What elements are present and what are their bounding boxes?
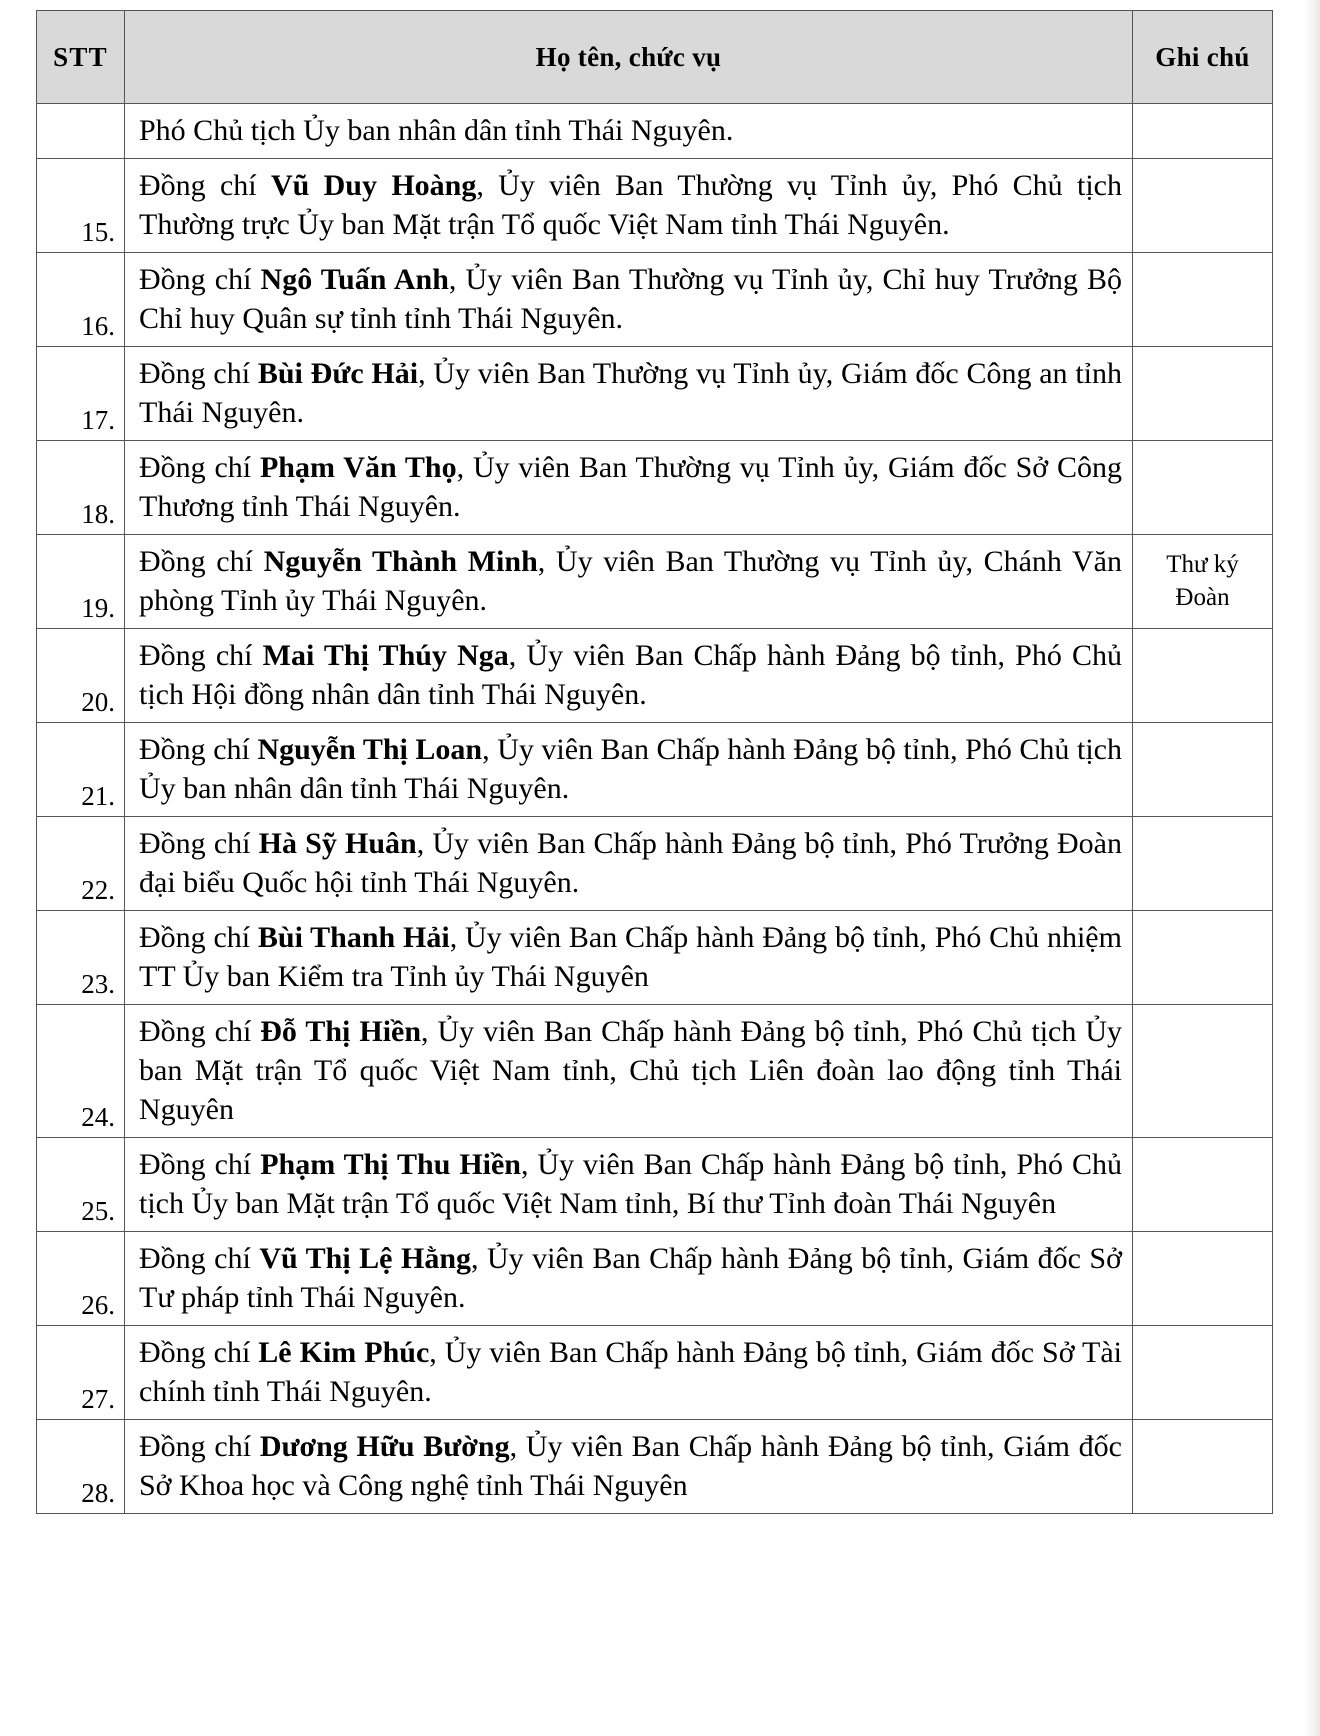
column-header-stt: STT <box>37 11 125 104</box>
table-row <box>37 347 1273 441</box>
table-row <box>37 629 1273 723</box>
row-index-cell: 16. <box>37 253 125 347</box>
person-name: Bùi Đức Hải <box>257 357 419 390</box>
row-note-cell <box>1133 1326 1273 1420</box>
person-name: Phạm Văn Thọ <box>259 451 457 484</box>
row-name-position-cell <box>125 1005 1133 1138</box>
row-note-cell <box>1133 347 1273 441</box>
column-header-note: Ghi chú <box>1133 11 1273 104</box>
row-name-position-cell <box>125 1326 1133 1420</box>
row-name-position-cell <box>125 1138 1133 1232</box>
table-row <box>37 911 1273 1005</box>
row-note-cell <box>1133 253 1273 347</box>
position-text: , Ủy viên Ban Chấp hành Đảng bộ tỉnh, Phó Chủ tịch Hội đồng nhân dân tỉnh Thái Nguyên. <box>139 639 1122 711</box>
row-name-position-cell <box>125 347 1133 441</box>
table-row <box>37 441 1273 535</box>
row-note-cell <box>1133 723 1273 817</box>
row-note-cell <box>1133 1005 1273 1138</box>
prefix-text: Đồng chí <box>139 169 271 202</box>
row-index-cell: 20. <box>37 629 125 723</box>
prefix-text: Đồng chí <box>139 1148 261 1181</box>
table-header <box>37 11 1273 104</box>
person-name: Vũ Thị Lệ Hằng <box>259 1242 472 1275</box>
person-name: Nguyễn Thành Minh <box>263 545 538 578</box>
person-name: Mai Thị Thúy Nga <box>262 639 509 672</box>
table-row <box>37 1326 1273 1420</box>
prefix-text: Đồng chí <box>139 1336 259 1369</box>
row-name-position-cell <box>125 1420 1133 1514</box>
person-name: Hà Sỹ Huân <box>258 827 417 860</box>
page-edge-shadow <box>1304 0 1320 1736</box>
person-name: Ngô Tuấn Anh <box>260 263 449 296</box>
row-index-cell: 24. <box>37 1005 125 1138</box>
table-row <box>37 1232 1273 1326</box>
prefix-text: Đồng chí <box>139 451 260 484</box>
prefix-text: Đồng chí <box>139 827 259 860</box>
position-text: , Ủy viên Ban Chấp hành Đảng bộ tỉnh, Giám đốc Sở Tư pháp tỉnh Thái Nguyên. <box>139 1242 1122 1314</box>
position-text: , Ủy viên Ban Chấp hành Đảng bộ tỉnh, Phó Chủ nhiệm TT Ủy ban Kiểm tra Tỉnh ủy Thái Nguyên <box>139 921 1122 993</box>
position-text: , Ủy viên Ban Thường vụ Tỉnh ủy, Chỉ huy Trưởng Bộ Chỉ huy Quân sự tỉnh tỉnh Thái Nguyên. <box>139 263 1122 335</box>
position-text: , Ủy viên Ban Chấp hành Đảng bộ tỉnh, Giám đốc Sở Tài chính tỉnh Thái Nguyên. <box>139 1336 1122 1408</box>
prefix-text: Đồng chí <box>139 1015 261 1048</box>
row-index-cell <box>37 104 125 159</box>
prefix-text: Đồng chí <box>139 1242 260 1275</box>
position-text: , Ủy viên Ban Thường vụ Tỉnh ủy, Chánh Văn phòng Tỉnh ủy Thái Nguyên. <box>139 545 1122 617</box>
row-name-position-cell <box>125 629 1133 723</box>
row-note-cell <box>1133 159 1273 253</box>
person-name: Bùi Thanh Hải <box>257 921 450 954</box>
person-name: Vũ Duy Hoàng <box>270 169 477 202</box>
row-name-position-cell <box>125 104 1133 159</box>
row-name-position-cell <box>125 253 1133 347</box>
person-name: Lê Kim Phúc <box>258 1336 430 1369</box>
row-index-cell: 27. <box>37 1326 125 1420</box>
prefix-text: Phó Chủ tịch Ủy ban nhân dân tỉnh Thái Nguyên. <box>139 114 734 147</box>
row-name-position-cell <box>125 911 1133 1005</box>
row-name-position-cell <box>125 817 1133 911</box>
row-name-position-cell <box>125 723 1133 817</box>
roster-table <box>36 10 1273 1514</box>
prefix-text: Đồng chí <box>139 921 258 954</box>
row-index-cell: 25. <box>37 1138 125 1232</box>
position-text: , Ủy viên Ban Thường vụ Tỉnh ủy, Giám đốc Công an tỉnh Thái Nguyên. <box>139 357 1122 429</box>
row-index-cell: 17. <box>37 347 125 441</box>
position-text: , Ủy viên Ban Thường vụ Tỉnh ủy, Phó Chủ tịch Thường trực Ủy ban Mặt trận Tổ quốc Việt Nam tỉnh Thái Nguyên. <box>139 169 1122 241</box>
row-name-position-cell <box>125 159 1133 253</box>
person-name: Dương Hữu Bường <box>259 1430 510 1463</box>
row-index-cell: 19. <box>37 535 125 629</box>
row-index-cell: 26. <box>37 1232 125 1326</box>
table-row <box>37 1420 1273 1514</box>
row-name-position-cell <box>125 1232 1133 1326</box>
table-row <box>37 1005 1273 1138</box>
prefix-text: Đồng chí <box>139 357 258 390</box>
person-name: Đỗ Thị Hiền <box>260 1015 422 1048</box>
row-index-cell: 22. <box>37 817 125 911</box>
row-note-cell <box>1133 817 1273 911</box>
table-row <box>37 535 1273 629</box>
person-name: Phạm Thị Thu Hiền <box>260 1148 521 1181</box>
position-text: , Ủy viên Ban Chấp hành Đảng bộ tỉnh, Phó Chủ tịch Ủy ban Mặt trận Tổ quốc Việt Nam tỉnh, Bí thư Tỉnh đoàn Thái Nguyên <box>139 1148 1122 1220</box>
table-row <box>37 817 1273 911</box>
row-index-cell: 15. <box>37 159 125 253</box>
table-row <box>37 159 1273 253</box>
position-text: , Ủy viên Ban Chấp hành Đảng bộ tỉnh, Giám đốc Sở Khoa học và Công nghệ tỉnh Thái Nguyên <box>139 1430 1122 1502</box>
person-name: Nguyễn Thị Loan <box>257 733 483 766</box>
row-note-cell <box>1133 1138 1273 1232</box>
position-text: , Ủy viên Ban Chấp hành Đảng bộ tỉnh, Phó Chủ tịch Ủy ban Mặt trận Tổ quốc Việt Nam tỉnh, Chủ tịch Liên đoàn lao động tỉnh Thái Nguyên <box>139 1015 1122 1126</box>
position-text: , Ủy viên Ban Chấp hành Đảng bộ tỉnh, Phó Trưởng Đoàn đại biểu Quốc hội tỉnh Thái Nguyên. <box>139 827 1122 899</box>
prefix-text: Đồng chí <box>139 733 258 766</box>
row-note-cell <box>1133 441 1273 535</box>
row-note-cell <box>1133 1232 1273 1326</box>
row-note-cell <box>1133 104 1273 159</box>
table-row <box>37 1138 1273 1232</box>
table-row <box>37 723 1273 817</box>
prefix-text: Đồng chí <box>139 263 261 296</box>
prefix-text: Đồng chí <box>139 1430 260 1463</box>
row-name-position-cell <box>125 535 1133 629</box>
row-note-cell <box>1133 911 1273 1005</box>
row-name-position-cell <box>125 441 1133 535</box>
table-header-row <box>37 11 1273 104</box>
position-text: , Ủy viên Ban Thường vụ Tỉnh ủy, Giám đốc Sở Công Thương tỉnh Thái Nguyên. <box>139 451 1122 523</box>
row-index-cell: 28. <box>37 1420 125 1514</box>
row-note-cell <box>1133 1420 1273 1514</box>
row-index-cell: 23. <box>37 911 125 1005</box>
position-text: , Ủy viên Ban Chấp hành Đảng bộ tỉnh, Phó Chủ tịch Ủy ban nhân dân tỉnh Thái Nguyên. <box>139 733 1122 805</box>
prefix-text: Đồng chí <box>139 545 264 578</box>
table-row <box>37 104 1273 159</box>
prefix-text: Đồng chí <box>139 639 263 672</box>
row-note-cell: Thư ký Đoàn <box>1133 535 1273 629</box>
column-header-name-position: Họ tên, chức vụ <box>125 11 1133 104</box>
row-index-cell: 21. <box>37 723 125 817</box>
table-body <box>37 104 1273 1514</box>
row-index-cell: 18. <box>37 441 125 535</box>
table-row <box>37 253 1273 347</box>
row-note-cell <box>1133 629 1273 723</box>
